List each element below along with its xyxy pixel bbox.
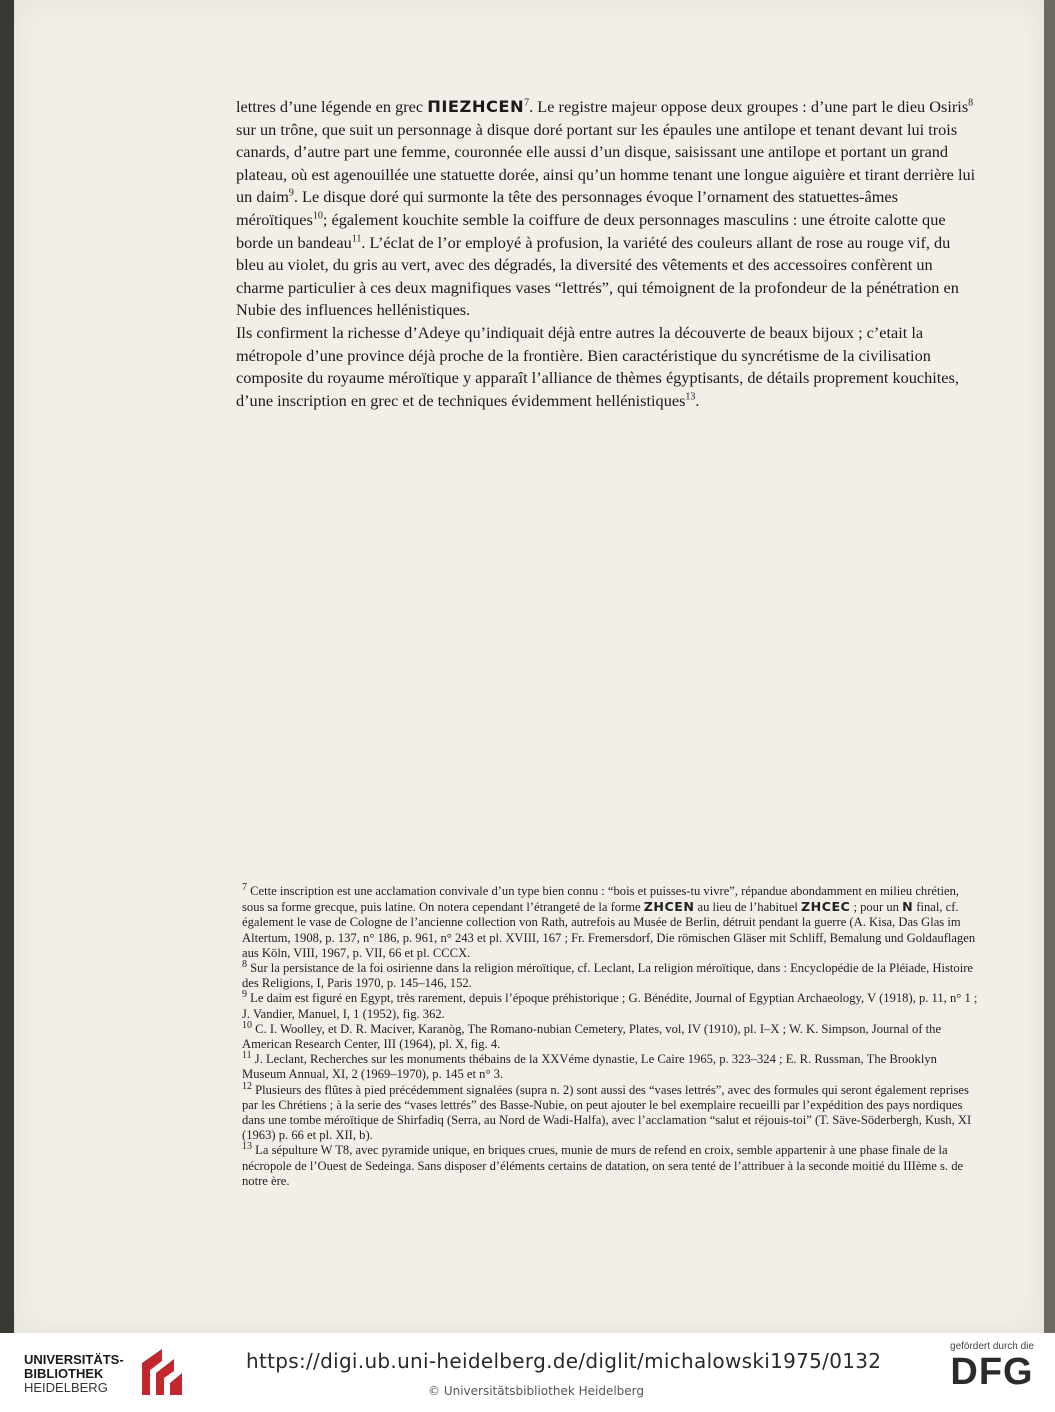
- funded-by-label: gefördert durch die: [950, 1341, 1034, 1352]
- footnote-ref-11[interactable]: 11: [351, 233, 362, 245]
- footnotes: [242, 881, 982, 1189]
- footnote-ref-10[interactable]: 10: [312, 210, 323, 222]
- footnote-9: $^9$ Le daim est figuré en Egypt, très rarement, depuis l’époque préhistorique ; G. Bénédite, Journal of Egyptian Archaeology, V (1918), p. 11, n° 1 ; J. Vandier, Manuel, I, 1 (1952), fig. 362.: [242, 989, 978, 1021]
- footnote-10: $^{10}$ C. I. Woolley, et D. R. Maciver, Karanòg, The Romano-nubian Cemetery, Plates, vol, IV (1910), pl. I–X ; W. K. Simpson, Journal of the American Research Center, III (1964), pl. X, fig. 4.: [242, 1019, 942, 1052]
- library-name-line1: UNIVERSITÄTS-: [24, 1352, 124, 1367]
- scan-right-edge: [1044, 0, 1055, 1333]
- document-url-link[interactable]: https://digi.ub.uni-heidelberg.de/diglit/michalowski1975/0132: [246, 1349, 882, 1373]
- paragraph-1: lettres d’une légende en grec ΠΙΕΖΗCΕΝ$^7$. Le registre majeur oppose deux groupes : d’une part le dieu Osiris$^8$ sur un trône, que suit un personnage à disque doré portant sur les épaules une antilope et tenant devant lui trois canards, d’autre part une femme, couronnée elle aussi d’un disque, saisissant une antilope et portant un grand plateau, où est agenouillée une statuette dorée, ainsi qu’un homme tenant une longue aiguière et tirant derrière lui un daim$^9$. Le disque doré qui surmonte la tête des personnages évoque l’ornament des statuettes-âmes méroïtiques$^{10}$; également kouchite semble la coiffure de deux personnages masculins : une étroite calotte que borde un bandeau$^{11}$. L’éclat de l’or employé à profusion, la variété des couleurs allant de rose au rouge vif, du bleu au violet, du gris au vert, avec des dégradés, la diversité des vêtements et des accessoires confèrent un charme particulier à ces deux magnifiques vases “lettrés”, qui témoignent de la profondeur de la pénétration en Nubie des influences hellénistiques.: [236, 97, 976, 320]
- footnote-8: $^8$ Sur la persistance de la foi osirienne dans la religion méroïtique, cf. Leclant, La religion méroïtique, dans : Encyclopédie de la Pléiade, Histoire des Religions, I, Paris 1970, p. 145–146, 152.: [242, 958, 973, 991]
- dfg-logo[interactable]: [942, 1341, 1042, 1405]
- footnote-7: $^7$ Cette inscription est une acclamation convivale d’un type bien connu : “bois et puisses-tu vivre”, répandue abondamment en milieu chrétien, sous sa forme grecque, puis latine. On notera cependant l’étrangeté de la forme ΖΗCΕΝ au lieu de l’habituel ΖΗCΕC ; pour un Ν final, cf. également le vase de Cologne de l’ancienne collection von Rath, autrefois au Musée de Berlin, détruit pendant la guerre (A. Kisa, Das Glas im Altertum, 1908, p. 137, n° 186, p. 961, n° 243 et pl. XVIII, 167 ; Fr. Fremersdorf, Die römischen Gläser mit Schliff, Bemalung und Goldauflagen aus Köln, VIII, 1967, p. VII, 66 et pl. CCCX.: [242, 881, 976, 960]
- library-name-line3: HEIDELBERG: [24, 1380, 108, 1395]
- main-text: [236, 96, 976, 412]
- footnote-12: $^{12}$ Plusieurs des flûtes à pied précédemment signalées (supra n. 2) sont aussi des “vases lettrés”, avec des formules qui seront également reprises par les Chrétiens ; à la serie des “vases lettrés” des Basse-Nubie, on peut ajouter le bel exemplaire recueilli par l’expédition des pays nordiques dans une tombe méroïtique de Shirfadiq (Serra, au Nord de Wadi-Halfa), avec l’acclamation “salut et réjouis-toi” (T. Säve-Söderbergh, Kush, XI (1963) p. 66 et pl. XII, b).: [242, 1080, 972, 1143]
- library-logo-icon: [134, 1343, 194, 1397]
- footnote-ref-8[interactable]: 8: [968, 97, 974, 109]
- copyright-notice: © Universitätsbibliothek Heidelberg: [428, 1384, 645, 1398]
- footnote-ref-13[interactable]: 13: [685, 391, 696, 403]
- library-name-line2: BIBLIOTHEK: [24, 1366, 104, 1381]
- paragraph-2: Ils confirment la richesse d’Adeye qu’indiquait déjà entre autres la découverte de beaux bijoux ; c’etait la métropole d’une province déjà proche de la frontière. Bien caractéristique du syncrétisme de la civilisation composite du royaume méroïtique y apparaît l’alliance de thèmes égyptisants, de détails proprement kouchites, d’une inscription en grec et de techniques évidemment hellénistiques$^{13}$.: [236, 322, 959, 410]
- greek-inscription: ΠΙΕΖΗCΕΝ: [427, 97, 525, 116]
- footnote-ref-7[interactable]: 7: [524, 97, 530, 109]
- footnote-ref-9[interactable]: 9: [288, 187, 294, 199]
- footnote-11: $^{11}$ J. Leclant, Recherches sur les monuments thébains de la XXVéme dynastie, Le Caire 1965, p. 323–324 ; E. R. Russman, The Brooklyn Museum Annual, XI, 2 (1969–1970), p. 145 et n° 3.: [242, 1050, 937, 1082]
- university-library-logo[interactable]: [24, 1343, 264, 1403]
- scan-left-edge: [0, 0, 14, 1333]
- scanned-page: [14, 0, 1044, 1333]
- viewer-footer: [0, 1333, 1055, 1412]
- dfg-wordmark: DFG: [950, 1351, 1034, 1393]
- footnote-13: $^{13}$ La sépulture W T8, avec pyramide unique, en briques crues, munie de murs de refend en croix, semble appartenir à une phase finale de la nécropole de l’Ouest de Sedeinga. Sans disposer d’éléments certains de datation, on sera tenté de l’attribuer à la seconde moitié du IIIème s. de notre ère.: [242, 1141, 964, 1188]
